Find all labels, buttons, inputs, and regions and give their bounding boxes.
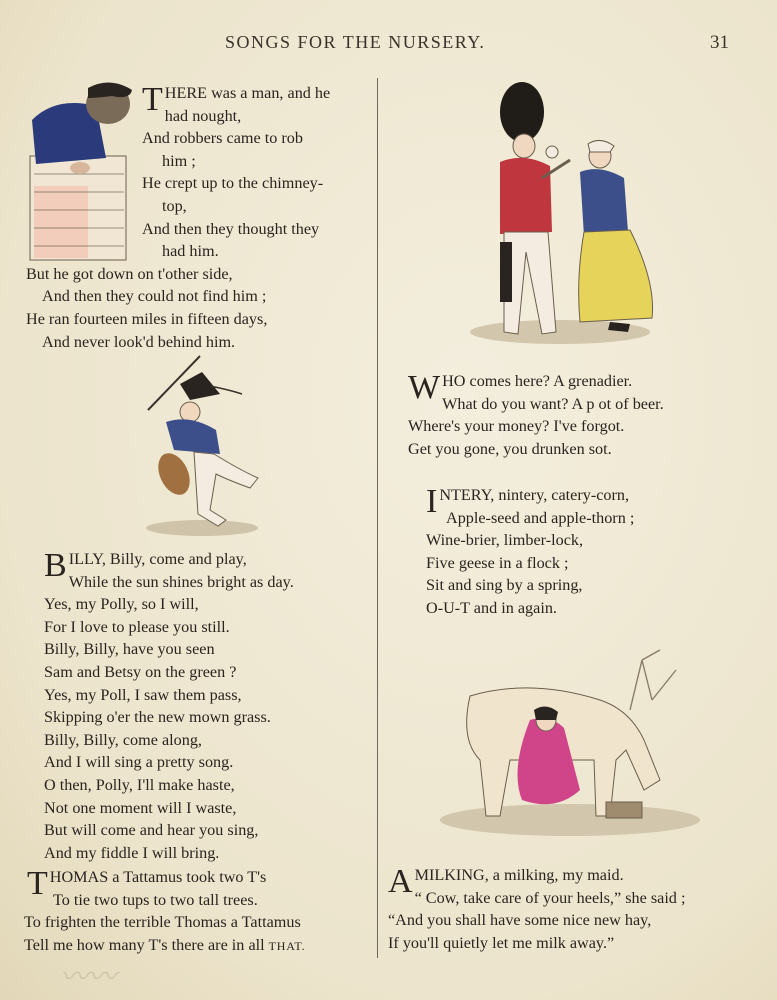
verse-line: O then, Polly, I'll make haste,	[44, 775, 235, 794]
verse-line: And I will sing a pretty song.	[44, 753, 234, 772]
faded-signature: 〰〰	[60, 960, 117, 993]
verse-line: And then they thought they	[142, 219, 320, 238]
verse-line: O-U-T and in again.	[426, 598, 557, 617]
verse-line: To tie two tups to two tall trees.	[53, 890, 258, 909]
verse-line	[24, 934, 374, 958]
verse-line: “ Cow, take care of your heels,” she said ;	[414, 888, 686, 907]
verse-line: And my fiddle I will bring.	[44, 843, 220, 862]
drop-cap: W	[408, 369, 441, 406]
running-title: SONGS FOR THE NURSERY.	[225, 32, 486, 52]
verse-line: HOMAS a Tattamus took two T's	[49, 868, 267, 886]
page-header	[0, 30, 777, 56]
verse-line: Five geese in a flock ;	[426, 553, 569, 572]
poem-intery	[426, 484, 756, 620]
verse-line: Get you gone, you drunken sot.	[408, 439, 612, 458]
small-caps-word: THAT.	[268, 938, 306, 953]
drop-cap: T	[142, 81, 163, 118]
verse-line: Skipping o'er the new mown grass.	[44, 708, 271, 727]
drop-cap: T	[27, 865, 48, 902]
grenadier-illustration	[460, 82, 665, 352]
verse-line: But he got down on t'other side,	[26, 264, 233, 283]
drop-cap: I	[426, 483, 438, 520]
verse-line: And never look'd behind him.	[42, 332, 236, 351]
poem-thomas	[24, 866, 374, 957]
verse-line: MILKING, a milking, my maid.	[414, 866, 624, 884]
verse-line: Sam and Betsy on the green ?	[44, 662, 237, 681]
verse-line: For I love to please you still.	[44, 617, 230, 636]
verse-line: HERE was a man, and he	[164, 84, 331, 102]
verse-line: Billy, Billy, come along,	[44, 730, 202, 749]
poem-billy	[44, 548, 374, 864]
verse-line: Not one moment will I waste,	[44, 798, 237, 817]
verse-line: had him.	[162, 242, 219, 261]
verse-line: him ;	[162, 151, 196, 170]
verse-line: He ran fourteen miles in fifteen days,	[26, 309, 268, 328]
verse-line: HO comes here? A grenadier.	[442, 372, 633, 390]
verse-line: top,	[162, 196, 187, 215]
verse-text: Tell me how many T's there are in all	[24, 935, 269, 954]
milking-cow-illustration	[430, 640, 705, 845]
verse-line: Billy, Billy, have you seen	[44, 640, 215, 659]
poem-chimney-man	[26, 82, 366, 353]
verse-line: “And you shall have some nice new hay,	[388, 911, 652, 930]
fiddler-boy-illustration	[130, 350, 275, 540]
verse-line: What do you want? A p ot of beer.	[442, 394, 664, 413]
drop-cap: A	[388, 863, 413, 900]
verse-line: And then they could not find him ;	[42, 287, 267, 306]
poem-grenadier	[408, 370, 758, 460]
verse-line: Yes, my Poll, I saw them pass,	[44, 685, 242, 704]
page-number: 31	[710, 32, 729, 53]
poem-milking	[388, 864, 768, 954]
verse-line: Where's your money? I've forgot.	[408, 417, 625, 436]
verse-line: had nought,	[164, 106, 242, 125]
verse-line: He crept up to the chimney-	[142, 174, 324, 193]
verse-line: Apple-seed and apple-thorn ;	[446, 508, 635, 527]
drop-cap: B	[44, 547, 67, 584]
column-divider	[377, 78, 378, 958]
verse-line: To frighten the terrible Thomas a Tattamus	[24, 913, 301, 932]
verse-line: While the sun shines bright as day.	[68, 572, 294, 591]
verse-line: Wine-brier, limber-lock,	[426, 531, 584, 550]
verse-line: ILLY, Billy, come and play,	[68, 550, 247, 568]
verse-line: Sit and sing by a spring,	[426, 576, 583, 595]
verse-line: And robbers came to rob	[142, 129, 303, 148]
verse-line: NTERY, nintery, catery-corn,	[439, 486, 630, 504]
verse-line: If you'll quietly let me milk away.”	[388, 933, 615, 952]
verse-line: Yes, my Polly, so I will,	[44, 595, 199, 614]
verse-line: But will come and hear you sing,	[44, 821, 259, 840]
